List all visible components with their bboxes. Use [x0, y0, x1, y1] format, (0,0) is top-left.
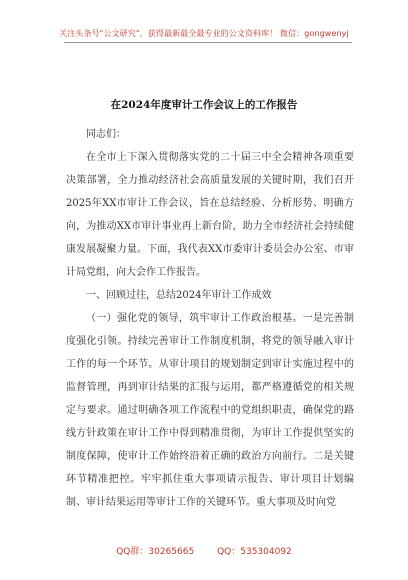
footer-contact — [0, 544, 408, 557]
footer-qq-number: QQ：535304092 — [217, 547, 292, 557]
document-body — [66, 116, 354, 514]
header-divider — [64, 42, 352, 43]
section-heading: 一、回顾过往，总结2024年审计工作成效 — [86, 290, 272, 301]
header-notice: 关注头条号"公文研究"，获得最新最全最专业的公文资料库！ 微信：gongwenyj — [59, 29, 349, 38]
section-paragraph: （一）强化党的领导，筑牢审计工作政治根基。一是完善制度强化引领。持续完善审计工作制度机制，将党的领导融入审计工作的每一个环节。从审计项目的规划制定到审计实施过程中的监督管理，再到审计结果的汇报与运用，都严格遵循党的相关规定与要求。通过明确各项工作流程中的党组织职责，确保党的路线方针政策在审计工作中得到精准贯彻，为审计工作提供坚实的制度保障，使审计工作始终沿着正确的政治方向前行。二是关键环节精准把控。牢牢抓住重大事项请示报告、审计项目计划编制、审计结果运用等审计工作的关键环节。重大事项及时向党 — [66, 313, 354, 508]
document-title: 在2024年度审计工作会议上的工作报告 — [110, 99, 298, 111]
greeting: 同志们： — [86, 129, 126, 140]
intro-paragraph: 在全市上下深入贯彻落实党的二十届三中全会精神各项重要决策部署，全力推动经济社会高质量发展的关键时期，我们召开2025年XX市审计工作会议，旨在总结经验、分析形势、明确方向，为推动XX市审计事业再上新台阶，助力全市经济社会持续健康发展凝聚力量。下面，我代表XX市委审计委员会办公室、市审计局党组，向大会作工作报告。 — [66, 152, 354, 278]
footer-qq-group: QQ群：30265665 — [116, 547, 195, 557]
